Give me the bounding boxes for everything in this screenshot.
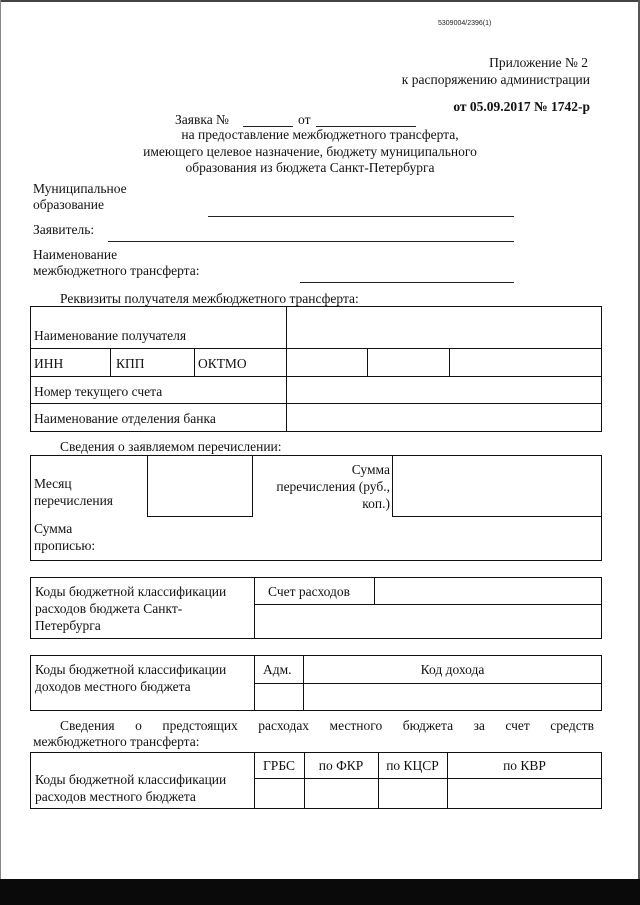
recipient-heading: Реквизиты получателя межбюджетного трансферта: bbox=[60, 291, 359, 306]
heading-word: о bbox=[135, 718, 142, 733]
transfer-name-label-2: межбюджетного трансферта: bbox=[33, 263, 200, 278]
upcoming-heading-2: межбюджетного трансферта: bbox=[33, 734, 200, 749]
recipient-name-label: Наименование получателя bbox=[34, 328, 187, 343]
heading-word: местного bbox=[329, 718, 383, 733]
recipient-row-line bbox=[30, 348, 602, 349]
recipient-col-divider bbox=[286, 306, 287, 432]
recipient-col-line bbox=[194, 348, 195, 376]
income-codes-label-2: доходов местного бюджета bbox=[35, 679, 191, 694]
kvr-header: по КВР bbox=[503, 758, 546, 773]
transfer-name-field[interactable] bbox=[300, 282, 514, 283]
kpp-label: КПП bbox=[116, 356, 145, 371]
income-codes-label-1: Коды бюджетной классификации bbox=[35, 662, 227, 677]
heading-word: предстоящих bbox=[162, 718, 238, 733]
income-code-header: Код дохода bbox=[420, 662, 485, 677]
upcoming-row-line bbox=[254, 778, 602, 779]
scan-edge-bottom bbox=[0, 879, 640, 905]
heading-word: счет bbox=[505, 718, 530, 733]
expense-codes-col-line bbox=[374, 577, 375, 604]
month-label-1: Месяц bbox=[34, 476, 72, 491]
inn-label: ИНН bbox=[34, 356, 64, 371]
municipality-field[interactable] bbox=[208, 216, 514, 217]
application-number-label: Заявка № bbox=[175, 112, 229, 127]
expense-codes-label-1: Коды бюджетной классификации bbox=[35, 584, 227, 599]
sum-words-label-2: прописью: bbox=[34, 538, 96, 553]
expense-codes-label-3: Петербурга bbox=[35, 618, 101, 633]
applicant-field[interactable] bbox=[108, 241, 514, 242]
recipient-row-line bbox=[30, 403, 602, 404]
month-label-2: перечисления bbox=[34, 493, 114, 508]
account-label: Номер текущего счета bbox=[34, 384, 163, 399]
heading-word: средств bbox=[550, 718, 594, 733]
transfer-name-label-1: Наименование bbox=[33, 247, 118, 262]
heading-word: за bbox=[473, 718, 485, 733]
municipality-label-1: Муниципальное bbox=[33, 181, 127, 196]
bank-label: Наименование отделения банка bbox=[34, 411, 216, 426]
sum-label-2: перечисления (руб., bbox=[276, 479, 390, 494]
fkr-header: по ФКР bbox=[318, 758, 364, 773]
sum-words-label-1: Сумма bbox=[34, 521, 73, 536]
expense-codes-divider bbox=[254, 577, 255, 639]
sum-label-1: Сумма bbox=[351, 462, 390, 477]
title-line-4: образования из бюджета Санкт-Петербурга bbox=[185, 160, 435, 175]
recipient-col-line bbox=[110, 348, 111, 376]
heading-word: бюджета bbox=[402, 718, 454, 733]
expense-codes-label-2: расходов бюджета Санкт- bbox=[35, 601, 183, 616]
sum-input-box[interactable] bbox=[392, 455, 602, 517]
title-line-3: имеющего целевое назначение, бюджету муниципального bbox=[143, 144, 477, 159]
oktmo-label: ОКТМО bbox=[198, 356, 247, 371]
upcoming-label-2: расходов местного бюджета bbox=[35, 789, 196, 804]
appendix-label: Приложение № 2 bbox=[489, 55, 588, 70]
title-line-2: на предоставление межбюджетного трансферта, bbox=[181, 127, 459, 142]
month-input-box[interactable] bbox=[147, 455, 253, 517]
transfer-heading: Сведения о заявляемом перечислении: bbox=[60, 439, 282, 454]
kcsr-header: по КЦСР bbox=[386, 758, 439, 773]
adm-header: Адм. bbox=[263, 662, 292, 677]
sum-label-3: коп.) bbox=[362, 496, 390, 511]
application-date-label: от bbox=[298, 112, 311, 127]
heading-word: Сведения bbox=[60, 718, 115, 733]
grbs-header: ГРБС bbox=[263, 758, 295, 773]
document-id: 5309004/2396(1) bbox=[438, 20, 492, 27]
income-codes-row-line bbox=[254, 683, 602, 684]
order-label: к распоряжению администрации bbox=[401, 72, 590, 87]
upcoming-heading bbox=[60, 718, 594, 734]
order-reference: от 05.09.2017 № 1742-р bbox=[453, 99, 590, 114]
recipient-col-line bbox=[449, 348, 450, 376]
expense-account-header: Счет расходов bbox=[268, 584, 351, 599]
heading-word: расходах bbox=[258, 718, 310, 733]
upcoming-label-1: Коды бюджетной классификации bbox=[35, 772, 227, 787]
applicant-label: Заявитель: bbox=[33, 222, 95, 237]
municipality-label-2: образование bbox=[33, 197, 104, 212]
scan-edge-top bbox=[0, 0, 640, 2]
expense-codes-row-line bbox=[254, 604, 602, 605]
recipient-col-line bbox=[367, 348, 368, 376]
recipient-row-line bbox=[30, 376, 602, 377]
